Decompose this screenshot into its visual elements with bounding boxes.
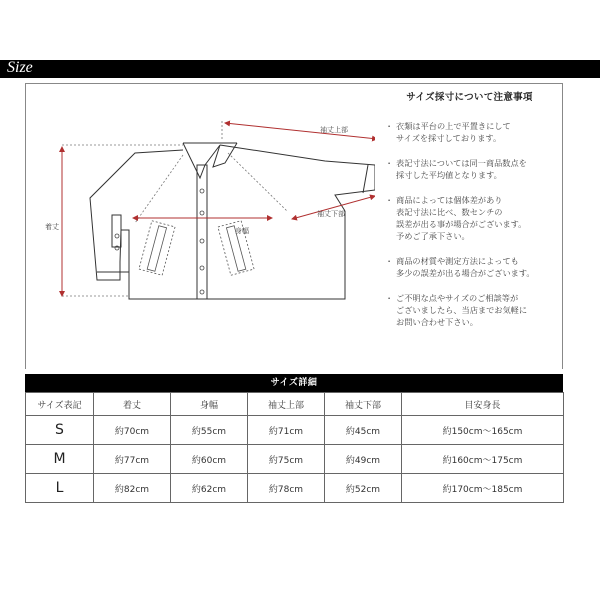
note-item: ・ 商品の材質や測定方法によっても 多少の誤差が出る場合がございます。 (385, 256, 535, 278)
note-item: ・ 表記寸法については同一商品数点を 採寸した平均値となります。 (385, 158, 527, 180)
bullet: ・ (385, 121, 394, 131)
size-header-band (0, 60, 600, 78)
label-width: 身幅 (235, 227, 249, 235)
table-cell: 約55cm (171, 416, 248, 445)
size-cell: M (26, 445, 94, 474)
table-cell: 約45cm (325, 416, 402, 445)
table-cell: 約78cm (248, 474, 325, 503)
notes-title: サイズ採寸について注意事項 (406, 92, 533, 103)
label-length: 着丈 (45, 223, 59, 231)
size-cell: L (26, 474, 94, 503)
table-cell: 約52cm (325, 474, 402, 503)
table-header-row (26, 393, 564, 416)
size-detail-table (25, 374, 563, 503)
label-sleeve-lower: 袖丈下部 (317, 210, 345, 218)
table-cell: 約60cm (171, 445, 248, 474)
table-cell: 約170cm～185cm (402, 474, 564, 503)
col-header: サイズ表記 (26, 393, 94, 416)
table-row (26, 474, 564, 503)
bullet: ・ (385, 158, 394, 168)
bullet: ・ (385, 256, 394, 266)
table-cell: 約70cm (94, 416, 171, 445)
note-item: ・ 商品によっては個体差があり 表記寸法に比べ、数センチの 誤差が出る事が場合がございます。 予めご了承下さい。 (385, 195, 527, 241)
bullet: ・ (385, 293, 394, 303)
label-sleeve-upper: 袖丈上部 (320, 126, 348, 134)
shirt-outline (90, 143, 375, 299)
table-cell: 約71cm (248, 416, 325, 445)
table-cell: 約49cm (325, 445, 402, 474)
measurement-notes (382, 92, 557, 341)
buttons (115, 189, 204, 294)
note-item: ・ 衣類は平台の上で平置きにして サイズを採寸しております。 (385, 121, 511, 143)
table-cell: 約62cm (171, 474, 248, 503)
size-header-title: Size (7, 59, 33, 76)
size-cell: S (26, 416, 94, 445)
col-header: 袖丈下部 (325, 393, 402, 416)
col-header: 身幅 (171, 393, 248, 416)
table-row (26, 445, 564, 474)
table-cell: 約82cm (94, 474, 171, 503)
shirt-diagram (25, 83, 375, 368)
note-item: ・ ご不明な点やサイズのご相談等が ございましたら、当店までお気軽に お問い合わせ下さい。 (385, 293, 528, 327)
bullet: ・ (385, 195, 394, 205)
table-cell: 約150cm～165cm (402, 416, 564, 445)
table-title: サイズ詳細 (25, 374, 563, 392)
table-cell: 約160cm～175cm (402, 445, 564, 474)
col-header: 目安身長 (402, 393, 564, 416)
col-header: 着丈 (94, 393, 171, 416)
table-cell: 約75cm (248, 445, 325, 474)
table-row (26, 416, 564, 445)
table-cell: 約77cm (94, 445, 171, 474)
col-header: 袖丈上部 (248, 393, 325, 416)
